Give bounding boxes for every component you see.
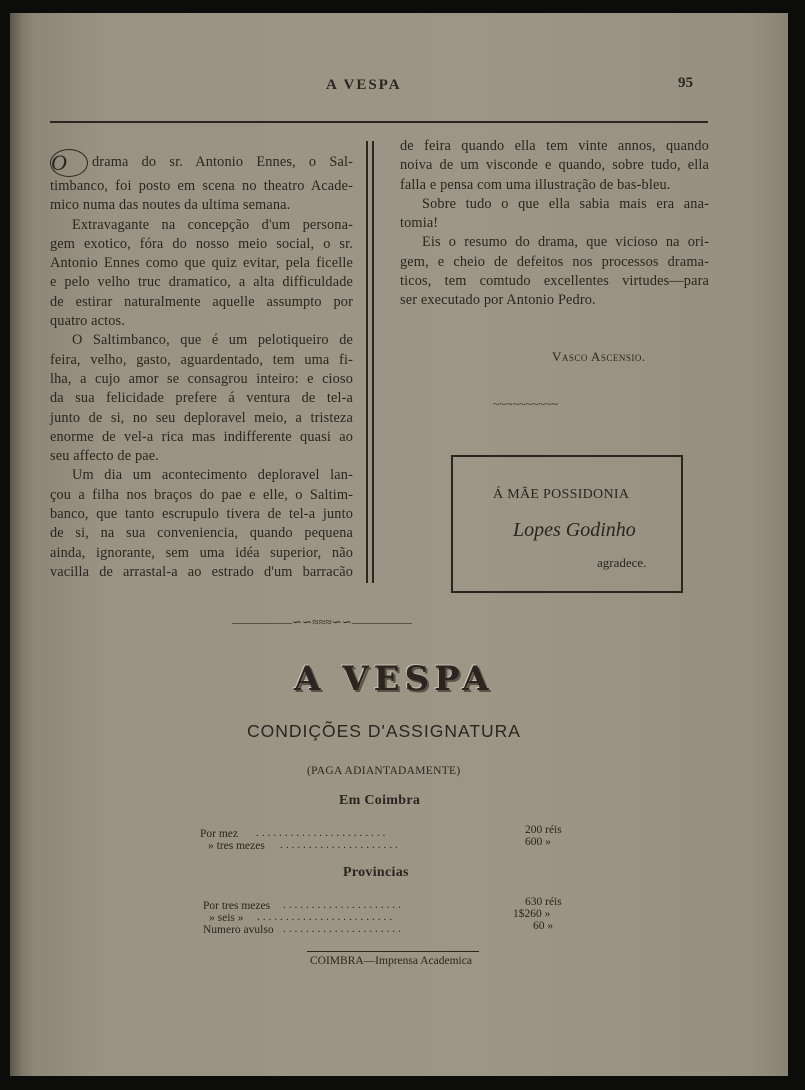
imprint: COIMBRA—Imprensa Academica (310, 955, 472, 967)
text-line: da sua felicidade prefere á ventura de tel-a (50, 390, 353, 407)
separator-ornament: ~~~~~~~~~~ (493, 397, 558, 411)
price-label: » tres mezes (208, 840, 265, 852)
price-label: Por mez (200, 828, 239, 840)
text-line: quatro actos. (50, 313, 125, 330)
text-line: ticos, tem comtudo excellentes virtudes—para (400, 273, 709, 290)
header-rule (50, 121, 708, 123)
text-line: de estirar naturalmente aquelle assumpto por (50, 293, 353, 310)
text-line: O Saltimbanco, que é um pelotiqueiro de (72, 332, 353, 349)
column-divider (366, 141, 368, 583)
section-coimbra: Em Coimbra (339, 793, 421, 808)
text-line: falla e pensa com uma illustração de bas-bleu. (400, 176, 671, 193)
text-line: lha, a cujo amor se consagrou inteiro: e cioso (50, 370, 353, 387)
advert-signature: Lopes Godinho (513, 519, 636, 541)
price-value: 200 réis (525, 824, 562, 836)
text-line: timbanco, foi posto em scena no theatro Acade- (50, 178, 353, 194)
text-line: vacilla de arrastal-a ao estrado d'um barracão (50, 563, 353, 580)
subscription-heading: CONDIÇÕES D'ASSIGNATURA (247, 721, 521, 741)
price-value: 630 réis (525, 896, 562, 908)
price-value: 1$260 » (513, 908, 551, 920)
page-number: 95 (678, 75, 693, 91)
text-line: ainda, ignorante, sem uma idéa superior, não (50, 544, 353, 561)
text-line: e pelo velho truc dramatico, a alta difficuldade (50, 274, 353, 291)
text-line: de feira quando ella tem vinte annos, quando (400, 138, 709, 154)
article-signature: Vasco Ascensio. (552, 349, 646, 364)
text-line: enorme de vel-a rica mas indifferente quasi ao (50, 428, 353, 445)
text-line: feira, velho, gasto, aguardentado, tem uma fi- (50, 351, 353, 368)
text-line: gem, e cheio de defeitos nos processos drama- (400, 253, 709, 270)
text-line: Sobre tudo o que ella sabia mais era ana- (422, 195, 709, 212)
page-title: A VESPA (326, 77, 402, 93)
section-ornament: —————∽∽≈≈≈∽∽————— (232, 615, 412, 629)
text-line: Antonio Ennes como que quiz evitar, pela ficelle (50, 255, 353, 272)
text-line: Um dia um acontecimento deploravel lan- (72, 467, 353, 484)
price-leader: . . . . . . . . . . . . . . . . . . . . . (280, 839, 398, 851)
section-provincias: Provincias (343, 865, 409, 880)
price-leader: . . . . . . . . . . . . . . . . . . . . . (283, 923, 401, 935)
text-line: banco, que tanto escrupulo tivera de tel-a junto (50, 506, 353, 523)
price-label: » seis » (209, 912, 244, 924)
text-line: O drama do sr. Antonio Ennes, o Sal- (51, 150, 353, 175)
price-value: 60 » (533, 920, 554, 932)
price-leader: . . . . . . . . . . . . . . . . . . . . . . . . (257, 911, 393, 923)
advert-line-1: Á MÃE POSSIDONIA (493, 487, 630, 502)
text-line: mico numa das noutes da ultima semana. (50, 197, 291, 214)
masthead-title: A VESPA (294, 659, 494, 699)
price-leader: . . . . . . . . . . . . . . . . . . . . . (283, 899, 401, 911)
subscription-subheading: (PAGA ADIANTADAMENTE) (307, 765, 461, 777)
advert-line-3: agradece. (597, 555, 647, 570)
price-label: Por tres mezes (203, 900, 271, 912)
text-line: ser executado por Antonio Pedro. (400, 292, 596, 309)
text-line: gem exotico, fóra do nosso meio social, o sr. (50, 235, 353, 252)
advert-box (451, 455, 683, 593)
imprint-rule (307, 951, 479, 952)
column-divider (372, 141, 374, 583)
book-binding-shadow (10, 13, 32, 1076)
text-line: seu affecto de pae. (50, 448, 159, 465)
text-line: junto de si, no seu deploravel meio, a tristeza (50, 409, 353, 426)
text-line: Extravagante na concepção d'um persona- (72, 216, 353, 233)
text-line: tomia! (400, 215, 439, 232)
dropcap: O (50, 149, 88, 177)
text-line: çou a filha nos braços do pae e elle, o Saltim- (50, 486, 353, 503)
price-label: Numero avulso (203, 924, 274, 936)
text-line: Eis o resumo do drama, que vicioso na ori- (422, 234, 709, 251)
text-line: de si, na sua conveniencia, quando pequena (50, 525, 353, 542)
left-column (50, 149, 353, 582)
right-column (400, 137, 709, 311)
page (10, 13, 788, 1076)
text-line: noiva de um visconde e quando, sobre tudo, ella (400, 157, 709, 174)
price-value: 600 » (525, 836, 551, 848)
price-leader: . . . . . . . . . . . . . . . . . . . . . . . (256, 827, 386, 839)
